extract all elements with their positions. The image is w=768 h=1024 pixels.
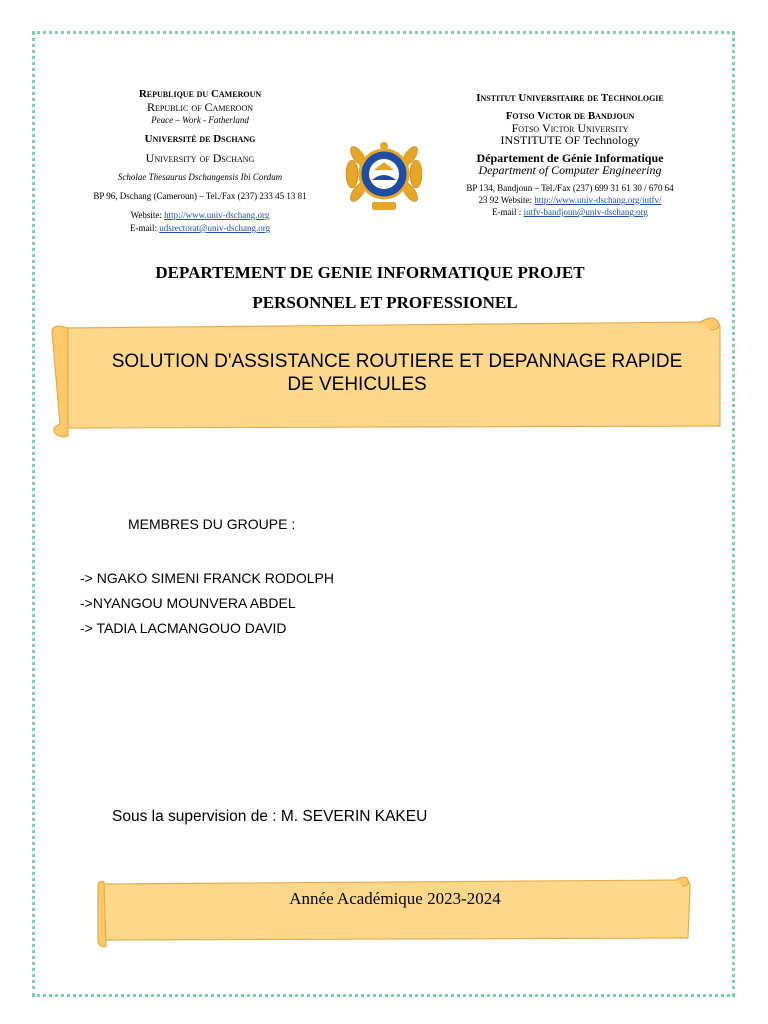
list-item: -> TADIA LACMANGOUO DAVID bbox=[80, 620, 287, 636]
left-website-link[interactable]: http://www.univ-dschang.org bbox=[164, 210, 270, 220]
republic-fr: Republique du Cameroun bbox=[138, 88, 262, 100]
institute-en: INSTITUTE OF Technology bbox=[500, 133, 640, 147]
university-fr: Université de Dschang bbox=[144, 133, 256, 145]
members-list bbox=[80, 566, 334, 641]
department-title-line2: PERSONNEL ET PROFESSIONEL bbox=[252, 293, 518, 312]
right-website-link[interactable]: http://www.univ-dschang.org/iutfv/ bbox=[534, 195, 662, 205]
academic-year: Année Académique 2023-2024 bbox=[289, 889, 501, 908]
right-email-label: E-mail : bbox=[492, 207, 524, 217]
right-header bbox=[430, 92, 710, 218]
institute-name: Institut Universitaire de Technologie bbox=[476, 92, 664, 104]
project-title-line2: DE VEHICULES bbox=[287, 374, 427, 395]
department-title-line1: DEPARTEMENT DE GENIE INFORMATIQUE PROJET bbox=[155, 263, 585, 282]
department-fr: Département de Génie Informatique bbox=[476, 151, 664, 165]
year-scroll-banner bbox=[96, 872, 692, 948]
right-website-line bbox=[430, 194, 710, 206]
list-item: ->NYANGOU MOUNVERA ABDEL bbox=[80, 595, 296, 611]
department-title bbox=[70, 258, 670, 318]
left-header bbox=[40, 88, 360, 235]
republic-en: Republic of Cameroon bbox=[146, 100, 253, 114]
motto: Peace – Work - Fatherland bbox=[151, 115, 249, 125]
right-email-line bbox=[430, 206, 710, 218]
fotso-victor-fr: Fotso Victor de Bandjoun bbox=[505, 110, 635, 122]
project-title bbox=[74, 350, 720, 396]
latin-motto: Scholae Thesaurus Dschangensis Ibi Cordum bbox=[117, 172, 283, 182]
members-heading: MEMBRES DU GROUPE : bbox=[128, 516, 296, 532]
right-address-continued: 23 92 Website: bbox=[478, 195, 535, 205]
supervision-line: Sous la supervision de : M. SEVERIN KAKEU bbox=[112, 808, 428, 825]
left-website-line bbox=[40, 209, 360, 222]
email-label: E-mail: bbox=[129, 223, 160, 233]
project-title-line1: SOLUTION D'ASSISTANCE ROUTIERE ET DEPANNAGE RAPIDE bbox=[111, 351, 683, 372]
left-email-link[interactable]: udsrectorat@univ-dschang.org bbox=[159, 223, 271, 233]
right-email-link[interactable]: iutfv-bandjoun@univ-dschang.org bbox=[523, 207, 648, 217]
list-item: -> NGAKO SIMENI FRANCK RODOLPH bbox=[80, 570, 334, 586]
right-address: BP 134, Bandjoun – Tel./Fax (237) 699 31 61 30 / 670 64 bbox=[466, 183, 674, 193]
university-en: University of Dschang bbox=[145, 151, 255, 165]
fotso-victor-en: Fotso Victor University bbox=[511, 121, 629, 135]
left-address: BP 96, Dschang (Cameroun) – Tel./Fax (237) 233 45 13 81 bbox=[93, 191, 307, 201]
website-label: Website: bbox=[130, 210, 165, 220]
university-logo-icon bbox=[342, 134, 426, 214]
department-en: Department of Computer Engineering bbox=[478, 163, 662, 177]
left-email-line bbox=[40, 222, 360, 235]
